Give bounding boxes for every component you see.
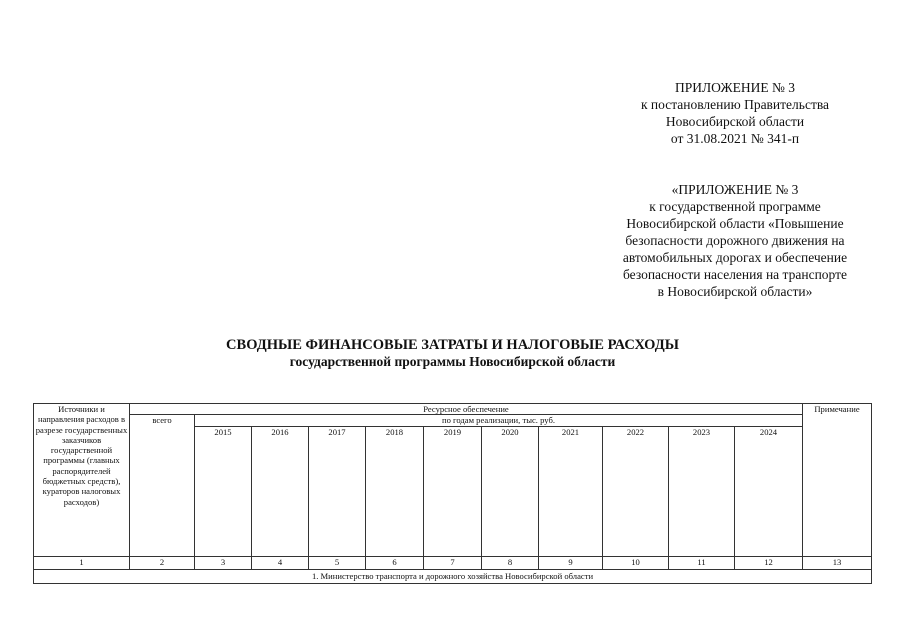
header-note: Примечание xyxy=(803,404,872,557)
header-year: 2020 xyxy=(482,426,539,556)
column-number: 4 xyxy=(252,556,309,569)
annex-line: от 31.08.2021 № 341-п xyxy=(670,131,800,146)
table-header-row xyxy=(34,415,872,426)
header-year: 2015 xyxy=(195,426,252,556)
annex-line: Новосибирской области «Повышение xyxy=(626,216,844,231)
header-by-years: по годам реализации, тыс. руб. xyxy=(195,415,803,426)
column-numbers-row xyxy=(34,556,872,569)
column-number: 9 xyxy=(539,556,603,569)
annex-state-program xyxy=(590,181,880,300)
header-year: 2019 xyxy=(424,426,482,556)
annex-line: к государственной программе xyxy=(649,199,821,214)
column-number: 5 xyxy=(309,556,366,569)
column-number: 1 xyxy=(34,556,130,569)
header-year: 2021 xyxy=(539,426,603,556)
header-year: 2017 xyxy=(309,426,366,556)
header-resources: Ресурсное обеспечение xyxy=(130,404,803,415)
document-subtitle: государственной программы Новосибирской области xyxy=(289,354,616,369)
table-header-row xyxy=(34,404,872,415)
section-row xyxy=(34,569,872,583)
header-year: 2022 xyxy=(603,426,669,556)
annex-line: безопасности населения на транспорте xyxy=(622,267,848,282)
header-year: 2016 xyxy=(252,426,309,556)
annex-line: в Новосибирской области» xyxy=(657,284,813,299)
annex-line: безопасности дорожного движения на xyxy=(625,233,845,248)
annex-line: ПРИЛОЖЕНИЕ № 3 xyxy=(674,80,796,95)
column-number: 11 xyxy=(669,556,735,569)
annex-line: автомобильных дорогах и обеспечение xyxy=(622,250,848,265)
document-title: СВОДНЫЕ ФИНАНСОВЫЕ ЗАТРАТЫ И НАЛОГОВЫЕ РАСХОДЫ xyxy=(226,337,679,353)
annex-line: «ПРИЛОЖЕНИЕ № 3 xyxy=(671,182,799,197)
column-number: 7 xyxy=(424,556,482,569)
annex-line: Новосибирской области xyxy=(665,114,805,129)
header-year: 2024 xyxy=(735,426,803,556)
annex-government-decree xyxy=(600,79,870,147)
financial-costs-table xyxy=(33,403,872,584)
header-year: 2018 xyxy=(366,426,424,556)
column-number: 13 xyxy=(803,556,872,569)
column-number: 2 xyxy=(130,556,195,569)
section-title: 1. Министерство транспорта и дорожного хозяйства Новосибирской области xyxy=(34,569,872,583)
column-number: 6 xyxy=(366,556,424,569)
column-number: 12 xyxy=(735,556,803,569)
header-year: 2023 xyxy=(669,426,735,556)
column-number: 8 xyxy=(482,556,539,569)
annex-line: к постановлению Правительства xyxy=(640,97,830,112)
header-sources: Источники и направления расходов в разрезе государственных заказчиков государственной программы (главных распорядителей бюджетных средств), кураторов налоговых расходов) xyxy=(34,404,130,557)
column-number: 10 xyxy=(603,556,669,569)
column-number: 3 xyxy=(195,556,252,569)
header-total: всего xyxy=(130,415,195,556)
